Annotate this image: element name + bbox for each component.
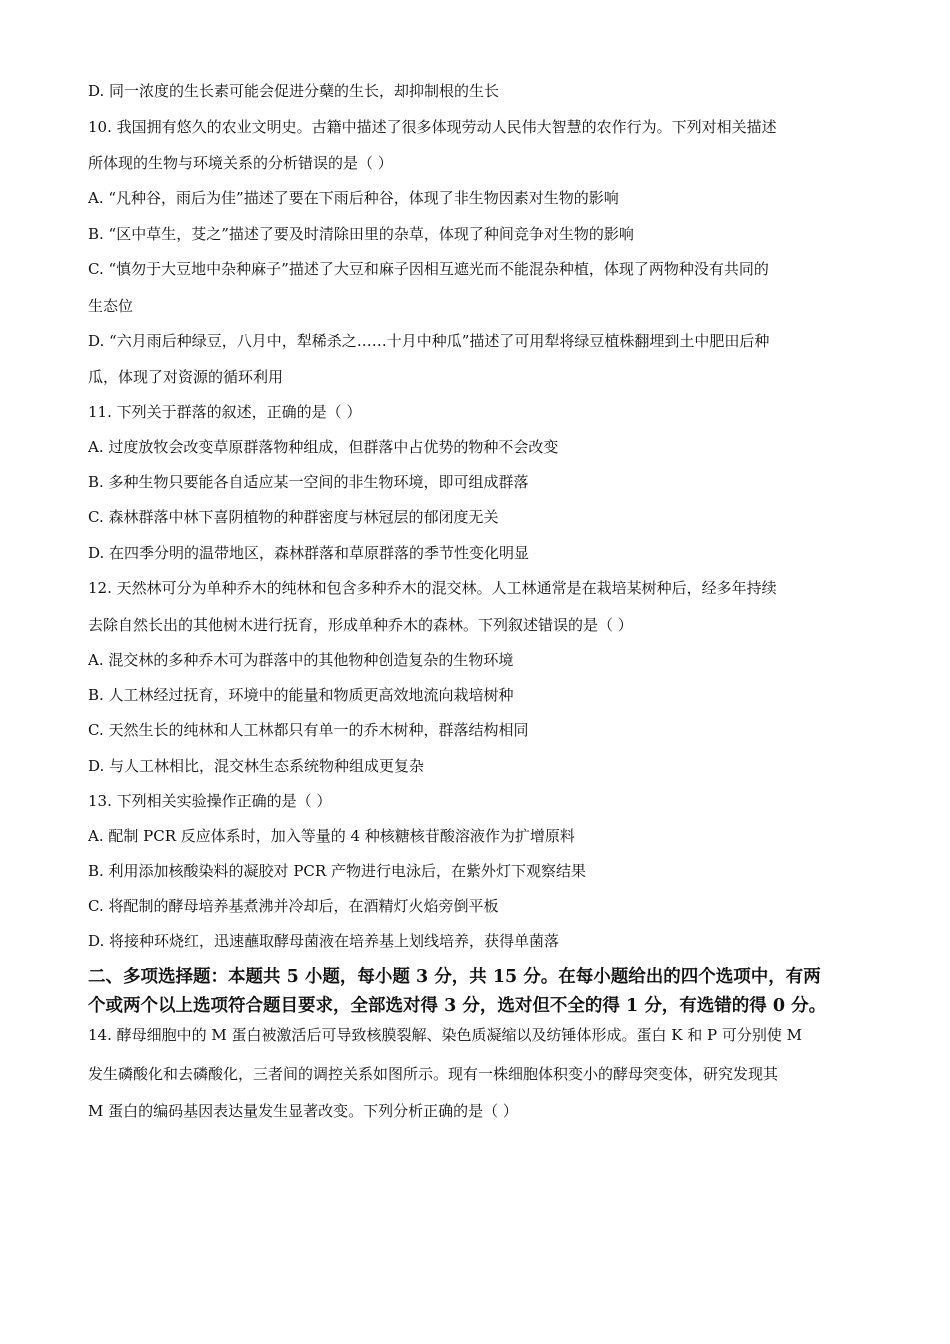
q14-stem-line1: 14. 酵母细胞中的 M 蛋白被激活后可导致核膜裂解、染色质凝缩以及纺锤体形成。蛋白 K 和 P 可分别使 M xyxy=(88,1026,803,1044)
q11-option-d: D. 在四季分明的温带地区，森林群落和草原群落的季节性变化明显 xyxy=(88,544,530,562)
q13-stem: 13. 下列相关实验操作正确的是（ ） xyxy=(88,792,332,810)
q12-option-c: C. 天然生长的纯林和人工林都只有单一的乔木树种，群落结构相同 xyxy=(88,721,529,739)
q12-option-b: B. 人工林经过抚育，环境中的能量和物质更高效地流向栽培树种 xyxy=(88,686,514,704)
q14-stem-line2: 发生磷酸化和去磷酸化，三者间的调控关系如图所示。现有一株细胞体积变小的酵母突变体，研究发现其 xyxy=(88,1065,779,1083)
q13-option-d: D. 将接种环烧红，迅速蘸取酵母菌液在培养基上划线培养，获得单菌落 xyxy=(88,932,560,950)
q11-option-b: B. 多种生物只要能各自适应某一空间的非生物环境，即可组成群落 xyxy=(88,473,529,491)
q10-option-d-line2: 瓜，体现了对资源的循环利用 xyxy=(88,368,284,386)
section-heading-line1: 二、多项选择题：本题共 5 小题，每小题 3 分，共 15 分。在每小题给出的四个选项中，有两 xyxy=(88,967,821,987)
q10-option-a: A. “凡种谷，雨后为佳”描述了要在下雨后种谷，体现了非生物因素对生物的影响 xyxy=(88,189,619,207)
q10-option-b: B. “区中草生，芟之”描述了要及时清除田里的杂草，体现了种间竞争对生物的影响 xyxy=(88,225,634,243)
q12-option-d: D. 与人工林相比，混交林生态系统物种组成更复杂 xyxy=(88,757,425,775)
section-heading-line2: 个或两个以上选项符合题目要求，全部选对得 3 分，选对但不全的得 1 分，有选错的得 0 分。 xyxy=(88,996,827,1016)
q11-option-a: A. 过度放牧会改变草原群落物种组成，但群落中占优势的物种不会改变 xyxy=(88,438,559,456)
q11-stem: 11. 下列关于群落的叙述，正确的是（ ） xyxy=(88,403,362,421)
q10-stem-line2: 所体现的生物与环境关系的分析错误的是（ ） xyxy=(88,154,393,172)
q13-option-c: C. 将配制的酵母培养基煮沸并冷却后，在酒精灯火焰旁倒平板 xyxy=(88,897,499,915)
q10-option-d-line1: D. “六月雨后种绿豆，八月中，犁稀杀之……十月中种瓜”描述了可用犁将绿豆植株翻埋到土中肥田后种 xyxy=(88,332,770,350)
q12-option-a: A. 混交林的多种乔木可为群落中的其他物种创造复杂的生物环境 xyxy=(88,651,514,669)
q13-option-b: B. 利用添加核酸染料的凝胶对 PCR 产物进行电泳后，在紫外灯下观察结果 xyxy=(88,862,586,880)
q14-stem-line3: M 蛋白的编码基因表达量发生显著改变。下列分析正确的是（ ） xyxy=(88,1102,518,1120)
q10-option-c-line1: C. “慎勿于大豆地中杂种麻子”描述了大豆和麻子因相互遮光而不能混杂种植，体现了两物种没有共同的 xyxy=(88,260,769,278)
q12-stem-line1: 12. 天然林可分为单种乔木的纯林和包含多种乔木的混交林。人工林通常是在栽培某树种后，经多年持续 xyxy=(88,579,777,597)
q12-stem-line2: 去除自然长出的其他树木进行抚育，形成单种乔木的森林。下列叙述错误的是（ ） xyxy=(88,616,633,634)
q10-stem-line1: 10. 我国拥有悠久的农业文明史。古籍中描述了很多体现劳动人民伟大智慧的农作行为。下列对相关描述 xyxy=(88,118,777,136)
q9-option-d: D. 同一浓度的生长素可能会促进分蘖的生长，却抑制根的生长 xyxy=(88,82,500,100)
q10-option-c-line2: 生态位 xyxy=(88,297,134,315)
q11-option-c: C. 森林群落中林下喜阴植物的种群密度与林冠层的郁闭度无关 xyxy=(88,508,499,526)
q13-option-a: A. 配制 PCR 反应体系时，加入等量的 4 种核糖核苷酸溶液作为扩增原料 xyxy=(88,827,575,845)
